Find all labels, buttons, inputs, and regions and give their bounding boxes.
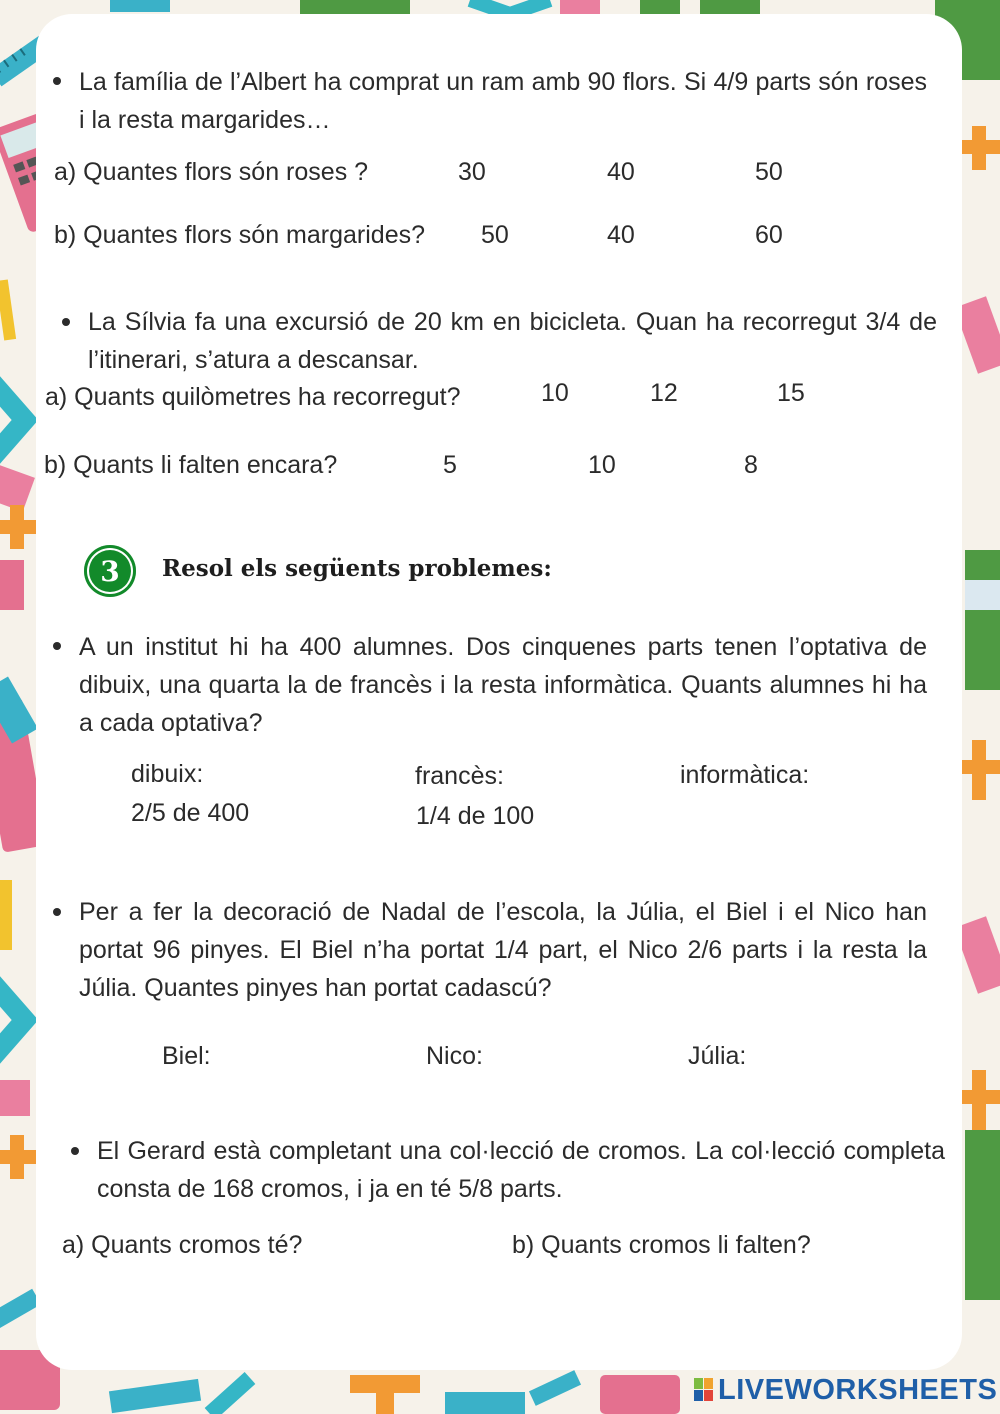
problem-1b-option[interactable]: 60: [755, 221, 783, 249]
calculator-icon: [600, 1375, 680, 1414]
label-frances: francès:: [415, 762, 504, 790]
problem-2b-option[interactable]: 10: [588, 451, 616, 479]
problem-1a-option[interactable]: 30: [458, 158, 486, 186]
problem-3-text: A un institut hi ha 400 alumnes. Dos cinquenes parts tenen l’optativa de dibuix, una quarta la de francès i la resta informàtica. Quants alumnes hi ha a cada optativa?: [79, 633, 927, 737]
bullet: [53, 642, 61, 650]
book-icon: [965, 550, 1000, 690]
section-number-badge: 3: [84, 545, 136, 597]
label-nico: Nico:: [426, 1042, 483, 1070]
logo-text: LIVEWORKSHEETS: [718, 1373, 998, 1406]
problem-1b-option[interactable]: 40: [607, 221, 635, 249]
problem-2b-option[interactable]: 8: [744, 451, 758, 479]
book-icon: [640, 0, 680, 14]
eraser-icon: [0, 1080, 30, 1116]
ruler-icon: [110, 0, 170, 12]
problem-2a-option[interactable]: 15: [777, 379, 805, 407]
bullet: [62, 318, 70, 326]
problem-1b-question: b) Quantes flors són margarides?: [54, 221, 426, 249]
problem-1a-question: a) Quantes flors són roses ?: [54, 158, 369, 186]
problem-1b-option[interactable]: 50: [481, 221, 509, 249]
bullet: [53, 908, 61, 916]
label-dibuix: dibuix:: [131, 760, 204, 788]
label-biel: Biel:: [162, 1042, 211, 1070]
problem-5a-question: a) Quants cromos té?: [62, 1231, 303, 1259]
eraser-icon: [560, 0, 600, 14]
label-informatica: informàtica:: [680, 761, 810, 789]
problem-2-text: La Sílvia fa una excursió de 20 km en bicicleta. Quan ha recorregut 3/4 de l’itinerari, s’atura a descansar.: [88, 308, 937, 374]
problem-2a-option[interactable]: 10: [541, 379, 569, 407]
answer-dibuix[interactable]: 2/5 de 400: [131, 799, 250, 827]
problem-2a-option[interactable]: 12: [650, 379, 678, 407]
answer-frances[interactable]: 1/4 de 100: [416, 802, 535, 830]
pencil-icon: [0, 880, 12, 950]
book-icon: [700, 0, 760, 14]
section-heading: Resol els següents problemes:: [162, 555, 552, 582]
bullet: [53, 77, 61, 85]
book-icon: [965, 1130, 1000, 1300]
label-julia: Júlia:: [688, 1042, 747, 1070]
eraser-icon: [0, 560, 24, 610]
problem-2b-option[interactable]: 5: [443, 451, 457, 479]
logo-grid-icon: [694, 1378, 714, 1402]
problem-2b-question: b) Quants li falten encara?: [44, 451, 338, 479]
liveworksheets-logo[interactable]: [694, 1372, 997, 1408]
problem-5b-question: b) Quants cromos li falten?: [512, 1231, 811, 1259]
problem-1-text: La família de l’Albert ha comprat un ram amb 90 flors. Si 4/9 parts són roses i la resta margarides…: [79, 68, 927, 134]
problem-1a-option[interactable]: 50: [755, 158, 783, 186]
eraser-icon: [445, 1392, 525, 1414]
problem-4-text: Per a fer la decoració de Nadal de l’escola, la Júlia, el Biel i el Nico han portat 96 pinyes. El Biel n’ha portat 1/4 part, el Nico 2/6 parts i la resta la Júlia. Quantes pinyes han portat cadascú?: [79, 898, 927, 1002]
problem-5-text: El Gerard està completant una col·lecció de cromos. La col·lecció completa consta de 168 cromos, i ja en té 5/8 parts.: [97, 1137, 945, 1203]
problem-2a-question: a) Quants quilòmetres ha recorregut?: [45, 383, 461, 411]
bullet: [71, 1147, 79, 1155]
problem-1a-option[interactable]: 40: [607, 158, 635, 186]
